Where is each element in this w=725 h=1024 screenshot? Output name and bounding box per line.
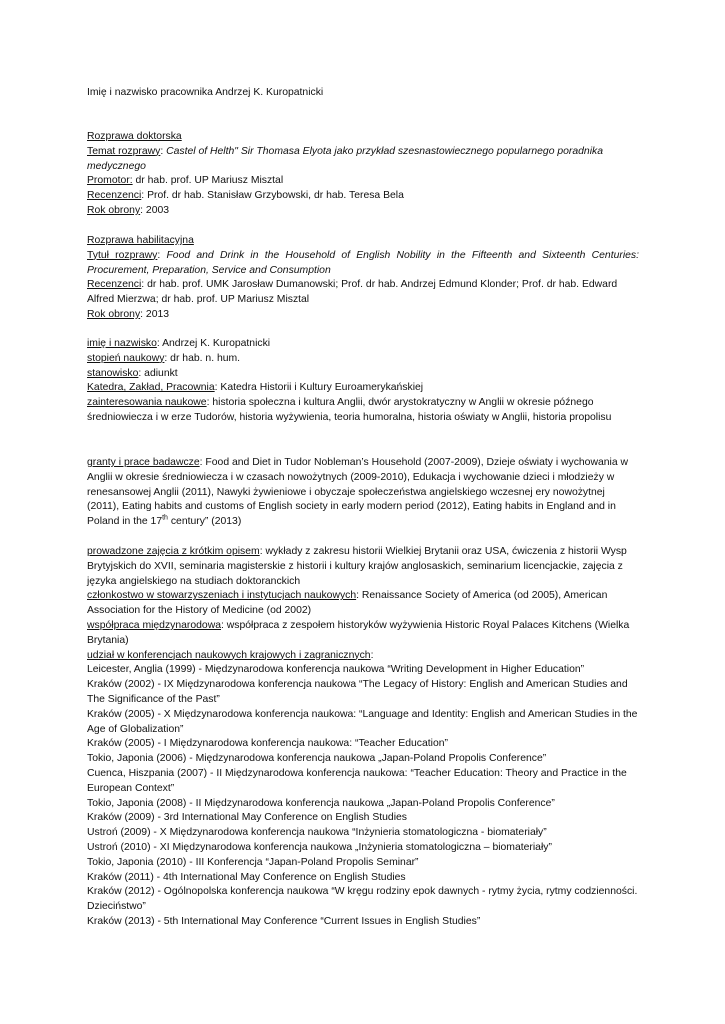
conference-item: Kraków (2011) - 4th International May Conference on English Studies xyxy=(87,871,406,883)
grants-paragraph xyxy=(87,456,639,530)
conference-item: Tokio, Japonia (2006) - Międzynarodowa konferencja naukowa „Japan-Poland Propolis Conference” xyxy=(87,753,547,765)
teaching-paragraph xyxy=(87,545,639,589)
phd-topic-label: Temat rozprawy xyxy=(87,145,161,157)
profile-interests-label: zainteresowania naukowe xyxy=(87,397,207,409)
conference-item: Kraków (2002) - IX Międzynarodowa konferencja naukowa “The Legacy of History: English and American Studies and The Significance of the Past” xyxy=(87,679,628,705)
habil-title-value: Food and Drink in the Household of English Nobility in the Fifteenth and Sixteenth Centuries: Procurement, Preparation, Service and Consumption xyxy=(87,249,639,276)
conference-item: Kraków (2012) - Ogólnopolska konferencja naukowa “W kręgu rodziny epok dawnych - rytmy życia, rytmy codzienności. Dzieciństwo” xyxy=(87,886,638,913)
profile-section xyxy=(87,337,639,426)
profile-degree xyxy=(87,352,639,367)
phd-year-value: : 2003 xyxy=(140,204,170,216)
conference-item: Kraków (2005) - X Międzynarodowa konferencja naukowa: “Language and Identity: English and American Studies in the Age of Globalization” xyxy=(87,708,638,735)
phd-heading: Rozprawa doktorska xyxy=(87,131,182,142)
profile-interests-value: : historia społeczna i kultura Anglii, dwór arystokratyczny w Anglii w okresie późnego średniowiecza i w erze Tudorów, historia wyżywienia, teoria humoralna, historia oświaty w Anglii, historia propolisu xyxy=(87,397,612,423)
conference-item: Kraków (2013) - 5th International May Conference “Current Issues in English Studies” xyxy=(87,915,481,927)
profile-name-label: imię i nazwisko xyxy=(87,338,157,349)
conference-item: Ustroń (2010) - XI Międzynarodowa konferencja naukowa „Inżynieria stomatologiczna – biomateriały” xyxy=(87,841,552,853)
habil-reviewers-label: Recenzenci xyxy=(87,279,142,291)
activities-section xyxy=(87,545,639,930)
conferences-heading xyxy=(87,649,639,664)
phd-topic: Temat rozprawy: Castel of Helth" Sir Thomasa Elyota jako przykład szesnastowiecznego popularnego poradnika medycznego xyxy=(87,145,603,172)
phd-section xyxy=(87,130,639,219)
profile-name xyxy=(87,337,639,352)
habil-reviewers-value: : dr hab. prof. UMK Jarosław Dumanowski; Prof. dr hab. Andrzej Edmund Klonder; Prof. dr hab. Edward Alfred Mierzwa; dr hab. prof. UP Mariusz Misztal xyxy=(87,279,618,306)
phd-year xyxy=(87,204,639,219)
membership-paragraph xyxy=(87,589,639,619)
phd-year-label: Rok obrony xyxy=(87,204,141,216)
habil-year-value: : 2013 xyxy=(140,308,170,320)
conference-item: Cuenca, Hiszpania (2007) - II Międzynarodowa konferencja naukowa: “Teacher Education: Theory and Practice in the European Context” xyxy=(87,767,627,794)
phd-reviewers xyxy=(87,189,639,204)
phd-reviewers-value: : Prof. dr hab. Stanisław Grzybowski, dr hab. Teresa Bela xyxy=(141,190,404,202)
conference-item: Kraków (2005) - I Międzynarodowa konferencja naukowa: “Teacher Education” xyxy=(87,738,448,750)
profile-degree-value: : dr hab. n. hum. xyxy=(164,352,241,364)
teaching-label: prowadzone zajęcia z krótkim opisem xyxy=(87,546,260,557)
document-header: Imię i nazwisko pracownika Andrzej K. Kuropatnicki xyxy=(87,87,324,98)
profile-position-value: : adiunkt xyxy=(138,367,178,379)
profile-degree-label: stopień naukowy xyxy=(87,352,165,364)
profile-unit-label: Katedra, Zakład, Pracownia xyxy=(87,382,215,394)
profile-name-value: : Andrzej K. Kuropatnicki xyxy=(156,338,271,349)
phd-promoter xyxy=(87,174,639,189)
profile-unit-value: : Katedra Historii i Kultury Euroamerykańskiej xyxy=(214,382,424,394)
conferences-label: udział w konferencjach naukowych krajowych i zagranicznych xyxy=(87,649,371,661)
conference-item: Kraków (2009) - 3rd International May Conference on English Studies xyxy=(87,812,407,824)
habil-year-label: Rok obrony xyxy=(87,308,141,320)
habil-heading: Rozprawa habilitacyjna xyxy=(87,235,194,246)
grants-label: granty i prace badawcze xyxy=(87,457,200,468)
grants-section xyxy=(87,456,639,530)
conference-item: Tokio, Japonia (2010) - III Konferencja “Japan-Poland Propolis Seminar” xyxy=(87,856,419,868)
profile-position-label: stanowisko xyxy=(87,367,139,379)
cooperation-paragraph xyxy=(87,619,639,649)
phd-promoter-value: dr hab. prof. UP Mariusz Misztal xyxy=(132,175,284,187)
grants-value-a: : Food and Diet in Tudor Nobleman’s Household (2007-2009), Dzieje oświaty i wychowania w Anglii w okresie średniowiecza i w czasach nowożytnych (2009-2010), Edukacja i wychowanie dzieci i młodzieży w renesansowej Anglii (2011), Nawyki żywieniowe i obyczaje społeczeństwa angielskiego wczesnej ery nowożytnej (2011), Eating habits and customs of English society in early modern period (2012), Eating habits in England and in Poland in the 17 xyxy=(87,457,629,528)
conferences-label-tail: : xyxy=(370,649,374,661)
habil-year xyxy=(87,308,639,323)
teaching-value: : wykłady z zakresu historii Wielkiej Brytanii oraz USA, ćwiczenia z historii Wysp Brytyjskich do XVII, seminaria magisterskie z historii i kultury krajów anglosaskich, seminarium licencjackie, zajęcia z języka angielskiego na studiach doktoranckich xyxy=(87,546,627,587)
phd-topic-value: Castel of Helth" Sir Thomasa Elyota jako przykład szesnastowiecznego popularnego poradnika medycznego xyxy=(87,145,603,172)
habil-section xyxy=(87,234,639,323)
membership-value: : Renaissance Society of America (od 2005), American Association for the History of Medicine (od 2002) xyxy=(87,590,608,617)
habil-title-label: Tytuł rozprawy xyxy=(87,249,158,261)
habil-title: Tytuł rozprawy: Food and Drink in the Household of English Nobility in the Fifteenth and Sixteenth Centuries: Procurement, Preparation, Service and Consumption xyxy=(87,249,639,276)
grants-value-b: century” (2013) xyxy=(167,516,242,528)
habil-reviewers xyxy=(87,278,639,308)
profile-unit xyxy=(87,381,639,396)
conference-item: Tokio, Japonia (2008) - II Międzynarodowa konferencja naukowa „Japan-Poland Propolis Conference” xyxy=(87,797,555,809)
conference-item: Leicester, Anglia (1999) - Międzynarodowa konferencja naukowa “Writing Development in Higher Education” xyxy=(87,664,585,676)
cooperation-label: współpraca międzynarodowa xyxy=(87,619,221,631)
grants-superscript: th xyxy=(162,514,168,522)
phd-reviewers-label: Recenzenci xyxy=(87,190,142,202)
membership-label: członkostwo w stowarzyszeniach i instytucjach naukowych xyxy=(87,590,357,602)
phd-promoter-label: Promotor: xyxy=(87,175,133,187)
profile-interests xyxy=(87,396,639,426)
conference-item: Ustroń (2009) - X Międzynarodowa konferencja naukowa “Inżynieria stomatologiczna - biomateriały” xyxy=(87,827,547,839)
profile-position xyxy=(87,367,639,382)
cooperation-value: : współpraca z zespołem historyków wyżywienia Historic Royal Palaces Kitchens (Wielka Brytania) xyxy=(87,619,630,646)
